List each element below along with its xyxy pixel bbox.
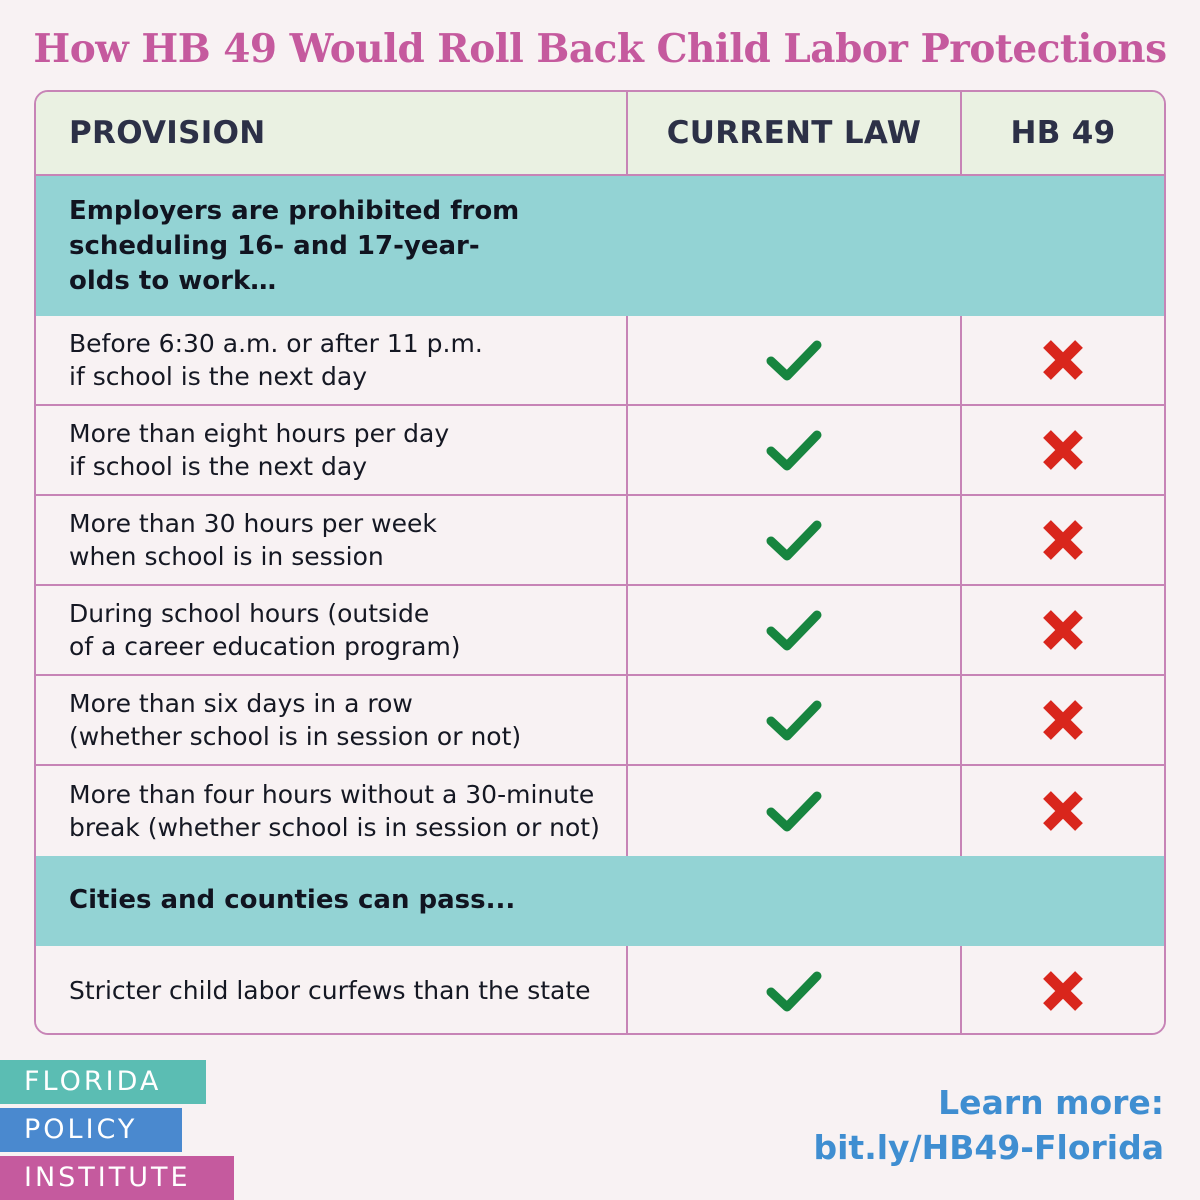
cross-icon bbox=[1039, 967, 1087, 1015]
cross-icon bbox=[1039, 426, 1087, 474]
cross-icon bbox=[1039, 787, 1087, 835]
cross-icon bbox=[1039, 336, 1087, 384]
check-icon bbox=[765, 968, 823, 1014]
current-law-cell bbox=[628, 406, 962, 494]
section-employers bbox=[36, 176, 1164, 316]
learn-more-link[interactable]: bit.ly/HB49-Florida bbox=[813, 1128, 1164, 1167]
table-header-row bbox=[36, 92, 1164, 176]
cross-icon bbox=[1039, 516, 1087, 564]
cross-icon bbox=[1039, 606, 1087, 654]
current-law-cell bbox=[628, 766, 962, 856]
table-row bbox=[36, 586, 1164, 676]
header-provision-label: PROVISION bbox=[69, 115, 266, 151]
provision-cell: More than six days in a row (whether school is in session or not) bbox=[36, 676, 628, 764]
header-current-law bbox=[628, 92, 962, 174]
hb49-cell bbox=[962, 586, 1164, 674]
hb49-cell bbox=[962, 496, 1164, 584]
check-icon bbox=[765, 697, 823, 743]
current-law-cell bbox=[628, 946, 962, 1035]
provision-cell: More than four hours without a 30-minute break (whether school is in session or not) bbox=[36, 766, 628, 856]
brand-florida: FLORIDA bbox=[0, 1060, 206, 1104]
current-law-cell bbox=[628, 676, 962, 764]
header-current-law-label: CURRENT LAW bbox=[666, 115, 922, 151]
header-hb49 bbox=[962, 92, 1164, 174]
section-cities bbox=[36, 856, 1164, 946]
provision-cell: More than eight hours per day if school is the next day bbox=[36, 406, 628, 494]
table-row bbox=[36, 766, 1164, 856]
page-title: How HB 49 Would Roll Back Child Labor Protections bbox=[33, 26, 1167, 72]
comparison-table bbox=[34, 90, 1166, 1035]
hb49-cell bbox=[962, 766, 1164, 856]
section-employers-heading: Employers are prohibited from scheduling 16- and 17-year- olds to work… bbox=[69, 196, 520, 296]
brand-institute: INSTITUTE bbox=[0, 1156, 234, 1200]
provision-cell: During school hours (outside of a career education program) bbox=[36, 586, 628, 674]
table-row bbox=[36, 946, 1164, 1035]
table-row bbox=[36, 496, 1164, 586]
hb49-cell bbox=[962, 946, 1164, 1035]
hb49-cell bbox=[962, 406, 1164, 494]
cross-icon bbox=[1039, 696, 1087, 744]
table-row bbox=[36, 406, 1164, 496]
header-provision bbox=[36, 92, 628, 174]
brand-policy: POLICY bbox=[0, 1108, 182, 1152]
learn-more-label: Learn more: bbox=[938, 1083, 1164, 1122]
check-icon bbox=[765, 337, 823, 383]
current-law-cell bbox=[628, 316, 962, 404]
check-icon bbox=[765, 607, 823, 653]
current-law-cell bbox=[628, 586, 962, 674]
hb49-cell bbox=[962, 316, 1164, 404]
learn-more bbox=[813, 1080, 1164, 1170]
table-row bbox=[36, 676, 1164, 766]
current-law-cell bbox=[628, 496, 962, 584]
check-icon bbox=[765, 788, 823, 834]
provision-cell: Before 6:30 a.m. or after 11 p.m. if school is the next day bbox=[36, 316, 628, 404]
section-cities-heading: Cities and counties can pass... bbox=[69, 885, 516, 915]
hb49-cell bbox=[962, 676, 1164, 764]
table-row bbox=[36, 316, 1164, 406]
provision-cell: Stricter child labor curfews than the state bbox=[36, 946, 628, 1035]
header-hb49-label: HB 49 bbox=[1010, 115, 1116, 151]
check-icon bbox=[765, 427, 823, 473]
check-icon bbox=[765, 517, 823, 563]
provision-cell: More than 30 hours per week when school is in session bbox=[36, 496, 628, 584]
